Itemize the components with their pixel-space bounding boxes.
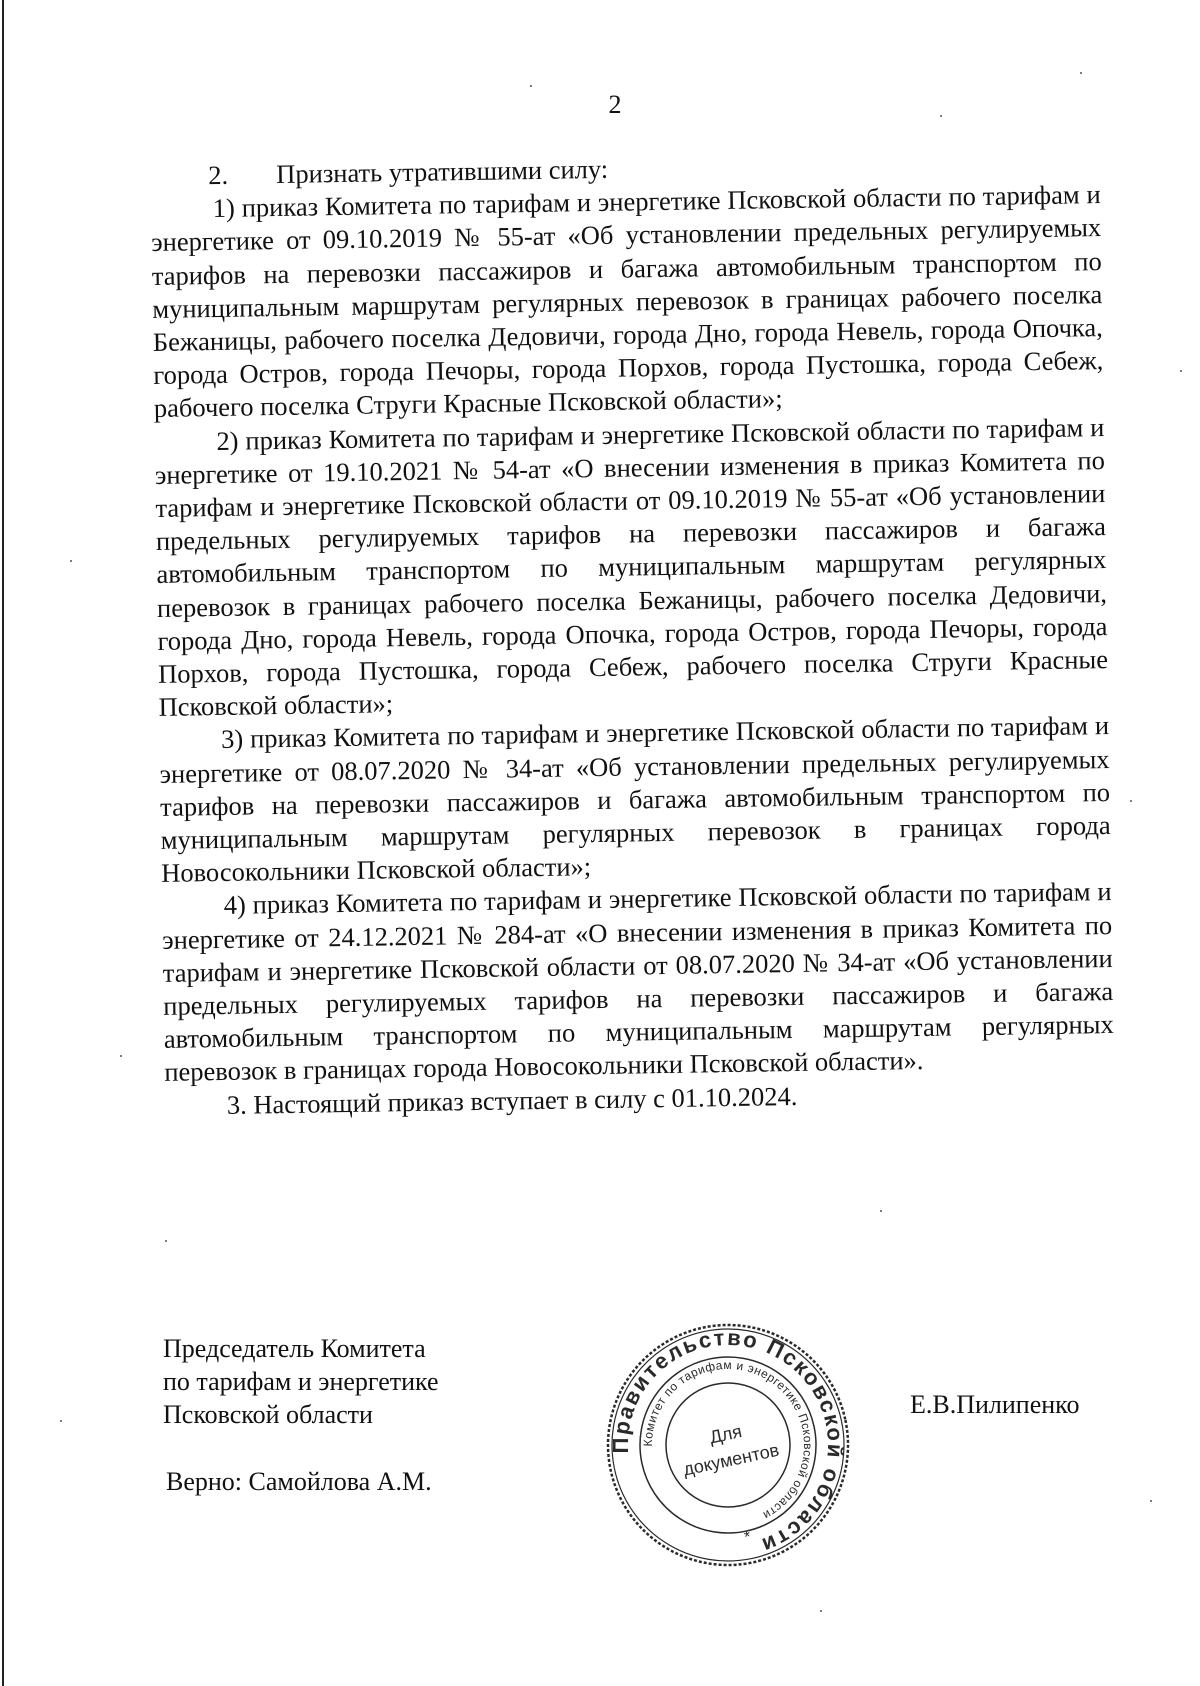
paragraph-text: Признать утратившими силу:: [276, 153, 609, 190]
scan-speck: [1080, 72, 1082, 74]
signatory-name: Е.В.Пилипенко: [910, 1390, 1080, 1419]
paragraph-subitem-1: 1) приказ Комитета по тарифам и энергетике Псковской области по тарифам и энергетике от 09.10.2019 № 55-ат «Об установлении предельных регулируемых тарифов на перевозки пассажиров и багажа автомобильным транспортом по муниципальным маршрутам регулярных перевозок в границах рабочего поселка Бежаницы, рабочего поселка Дедовичи, города Дно, города Невель, города Опочка, города Остров, города Печоры, города Порхов, города Пустошка, города Себеж, рабочего поселка Струги Красные Псковской области»;: [151, 179, 1104, 424]
seal-graphic: [580, 1297, 877, 1594]
paragraph-item-3: 3. Настоящий приказ вступает в силу с 01.10.2024.: [226, 1080, 798, 1120]
seal-star-icon: *: [742, 1528, 753, 1547]
scan-speck: [120, 1055, 122, 1057]
scan-left-edge: [2, 0, 4, 1686]
position-line: по тарифам и энергетике: [163, 1367, 439, 1396]
position-line: Псковской области: [163, 1400, 373, 1429]
scan-speck: [1130, 800, 1132, 802]
scan-speck: [940, 115, 942, 117]
certification-note: Верно: Самойлова А.М.: [166, 1467, 432, 1496]
scan-speck: [70, 560, 72, 562]
scan-speck: [1180, 370, 1182, 372]
position-line: Председатель Комитета: [163, 1334, 426, 1363]
document-body: [150, 145, 1115, 1123]
seal-center-line-2: документов: [681, 1439, 781, 1480]
seal-center-line-1: Для: [707, 1421, 744, 1448]
paragraph-subitem-2: 2) приказ Комитета по тарифам и энергетике Псковской области по тарифам и энергетике от 19.10.2021 № 54-ат «О внесении изменения в приказ Комитета по тарифам и энергетике Псковской области от 09.10.2019 № 55-ат «Об установлении предельных регулируемых тарифов на перевозки пассажиров и багажа автомобильным транспортом по муниципальным маршрутам регулярных перевозок в границах рабочего поселка Бежаницы, рабочего поселка Дедовичи, города Дно, города Невель, города Опочка, города Остров, города Печоры, города Порхов, города Пустошка, города Себеж, рабочего поселка Струги Красные Псковской области»;: [154, 411, 1109, 723]
seal-inner-ring: [654, 1371, 801, 1518]
seal-outer-text: Правительство Псковской области: [607, 1324, 849, 1559]
scan-speck: [1150, 1500, 1152, 1502]
official-seal: [580, 1297, 877, 1594]
scan-speck: [820, 1610, 822, 1612]
scan-speck: [880, 1210, 882, 1212]
paragraph-subitem-3: 3) приказ Комитета по тарифам и энергетике Псковской области по тарифам и энергетике от 08.07.2020 № 34-ат «Об установлении предельных регулируемых тарифов на перевозки пассажиров и багажа автомобильным транспортом по муниципальным маршрутам регулярных перевозок в границах города Новосокольники Псковской области»;: [159, 710, 1111, 889]
scan-speck: [60, 1420, 62, 1422]
signatory-position: [163, 1332, 439, 1431]
item-number: 2.: [208, 159, 229, 191]
scan-speck: [165, 1240, 167, 1242]
seal-inner-text: Комитет по тарифам и энергетике Псковской области: [640, 1357, 816, 1523]
paragraph-subitem-4: 4) приказ Комитета по тарифам и энергетике Псковской области по тарифам и энергетике от 24.12.2021 № 284-ат «О внесении изменения в приказ Комитета по тарифам и энергетике Псковской области от 08.07.2020 № 34-ат «Об установлении предельных регулируемых тарифов на перевозки пассажиров и багажа автомобильным транспортом по муниципальным маршрутам регулярных перевозок в границах города Новосокольники Псковской области».: [162, 876, 1114, 1088]
page-number: 2: [608, 90, 622, 119]
scan-speck: [530, 85, 532, 87]
